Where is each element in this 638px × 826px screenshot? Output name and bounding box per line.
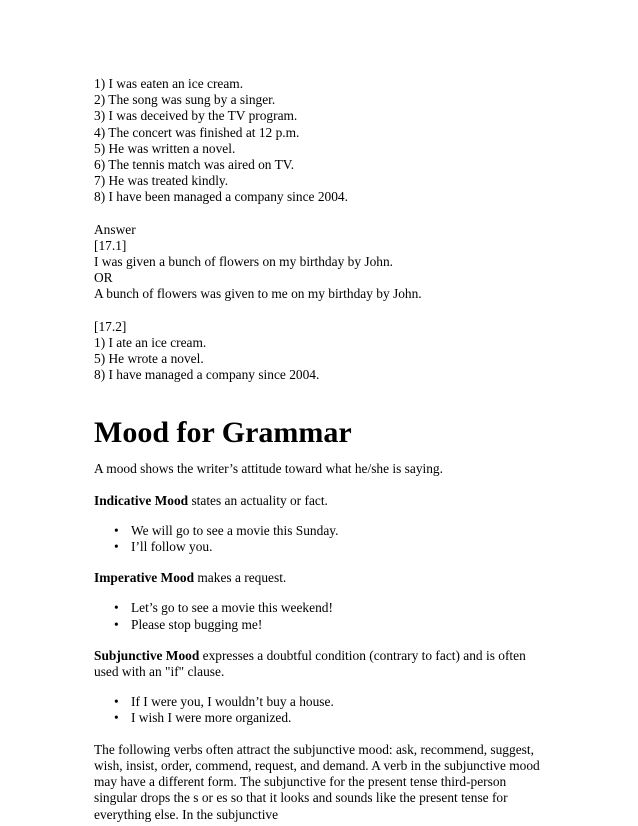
bullet-icon: • — [114, 710, 119, 726]
subjunctive-examples-list — [94, 694, 544, 726]
mood-intro: A mood shows the writer’s attitude toward what he/she is saying. — [94, 461, 443, 477]
indicative-examples-list — [94, 523, 544, 555]
imperative-examples-list — [94, 600, 544, 632]
exercise-list — [94, 76, 544, 206]
answer-part1-line-1: I was given a bunch of flowers on my birthday by John. — [94, 254, 394, 270]
answer-part1-label: [17.1] — [94, 237, 127, 253]
imperative-mood-term: Imperative Mood — [94, 570, 195, 586]
bullet-icon: • — [114, 616, 119, 632]
list-item: • Please stop bugging me! — [114, 616, 263, 632]
bullet-icon: • — [114, 539, 119, 555]
indicative-mood-definition — [94, 493, 544, 509]
exercise-line-4: 4) The concert was finished at 12 p.m. — [94, 124, 300, 140]
answer-part2-block — [94, 319, 544, 384]
answer-part1-line-3: A bunch of flowers was given to me on my birthday by John. — [94, 286, 422, 302]
list-item: • I wish I were more organized. — [114, 710, 292, 726]
indicative-mood-desc: states an actuality or fact. — [188, 492, 328, 508]
bullet-icon: • — [114, 694, 119, 710]
answer-part2-line-1: 1) I ate an ice cream. — [94, 334, 207, 350]
section-heading: Mood for Grammar — [94, 416, 352, 450]
document-page — [94, 76, 544, 823]
answer-part2-line-2: 5) He wrote a novel. — [94, 351, 204, 367]
bullet-icon: • — [114, 600, 119, 616]
exercise-line-7: 7) He was treated kindly. — [94, 173, 229, 189]
answer-part1-line-2: OR — [94, 270, 113, 286]
answer-label: Answer — [94, 221, 136, 237]
indicative-mood-term: Indicative Mood — [94, 492, 189, 508]
exercise-line-3: 3) I was deceived by the TV program. — [94, 108, 298, 124]
exercise-line-5: 5) He was written a novel. — [94, 140, 236, 156]
list-item: • If I were you, I wouldn’t buy a house. — [114, 694, 334, 710]
exercise-line-8: 8) I have been managed a company since 2004. — [94, 189, 348, 205]
bullet-icon: • — [114, 522, 119, 538]
list-item: • We will go to see a movie this Sunday. — [114, 522, 339, 538]
list-item: • I’ll follow you. — [114, 539, 213, 555]
exercise-line-6: 6) The tennis match was aired on TV. — [94, 157, 295, 173]
exercise-line-1: 1) I was eaten an ice cream. — [94, 76, 244, 91]
subjunctive-mood-definition — [94, 648, 544, 680]
answer-part2-label: [17.2] — [94, 318, 127, 334]
imperative-mood-desc: makes a request. — [194, 570, 287, 586]
exercise-line-2: 2) The song was sung by a singer. — [94, 92, 276, 108]
answer-part2-line-3: 8) I have managed a company since 2004. — [94, 367, 320, 383]
subjunctive-mood-term: Subjunctive Mood — [94, 647, 200, 663]
subjunctive-mood-desc: expresses a doubtful condition (contrary to fact) and is often used with an "if" clause. — [94, 647, 526, 680]
closing-paragraph: The following verbs often attract the subjunctive mood: ask, recommend, suggest, wish, insist, order, commend, request, and demand. A verb in the subjunctive mood may have a different form. The subjunctive for the present tense third-person singular drops the s or es so that it looks and sounds like the present tense for everything else. In the subjunctive — [94, 741, 540, 822]
answer-block — [94, 222, 544, 303]
list-item: • Let’s go to see a movie this weekend! — [114, 600, 333, 616]
imperative-mood-definition — [94, 570, 544, 586]
